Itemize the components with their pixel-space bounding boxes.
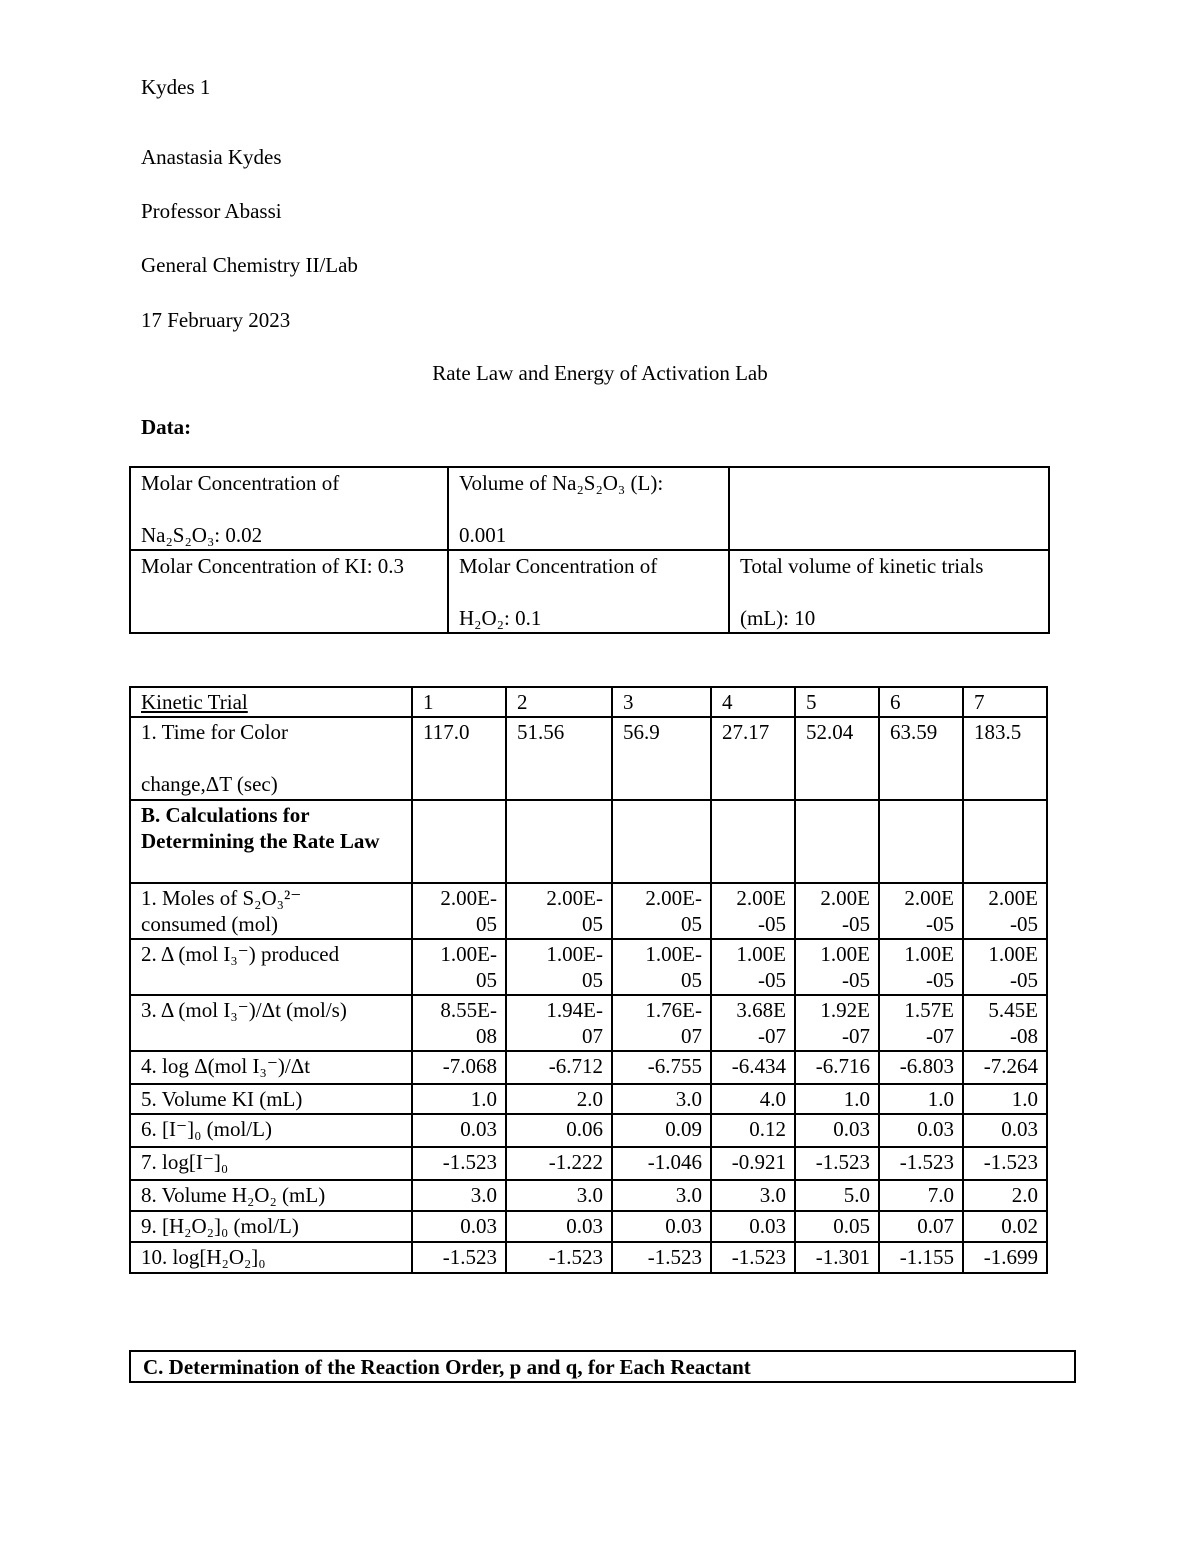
row-label: 4. log Δ(mol I₃⁻)/Δt xyxy=(130,1051,412,1084)
table-cell: -6.716 xyxy=(795,1051,879,1084)
table-cell xyxy=(612,800,711,883)
trial-number: 5 xyxy=(795,687,879,717)
table-cell: -1.523 xyxy=(412,1242,506,1273)
table-cell: 1.0 xyxy=(795,1084,879,1114)
table-cell: -1.046 xyxy=(612,1147,711,1180)
table-cell xyxy=(795,800,879,883)
table-cell: -7.068 xyxy=(412,1051,506,1084)
data-heading: Data: xyxy=(141,415,192,439)
table-cell: 0.02 xyxy=(963,1211,1047,1242)
cell-value: 0.001 xyxy=(459,523,507,547)
table-cell: 5.0 xyxy=(795,1180,879,1211)
section-b-row xyxy=(130,800,1047,883)
table-cell: -1.301 xyxy=(795,1242,879,1273)
table-row xyxy=(130,1084,1047,1114)
cell-value-line: 07 xyxy=(681,1024,702,1048)
table-cell xyxy=(963,939,1047,995)
cell-value-line: -05 xyxy=(842,912,870,936)
cell-value-line: 1.00E xyxy=(736,942,786,966)
student-name: Anastasia Kydes xyxy=(141,145,282,169)
cell-value-line: -05 xyxy=(842,968,870,992)
table-cell: 1.0 xyxy=(412,1084,506,1114)
cell-value-line: 05 xyxy=(582,912,603,936)
table-cell: 56.9 xyxy=(612,717,711,800)
row-label: 5. Volume KI (mL) xyxy=(130,1084,412,1114)
table-cell: -7.264 xyxy=(963,1051,1047,1084)
cell-value-line: 1.00E xyxy=(904,942,954,966)
table-cell xyxy=(412,939,506,995)
cell-value-line: 2.00E- xyxy=(546,886,603,910)
chem-formula: Na₂S₂O₃ xyxy=(551,471,626,495)
table-row xyxy=(130,883,1047,939)
chem-formula: Na₂S₂O₃ xyxy=(141,523,215,547)
table-cell: 2.0 xyxy=(506,1084,612,1114)
table-cell xyxy=(130,467,448,550)
table-cell xyxy=(729,467,1049,550)
cell-value-line: -05 xyxy=(926,968,954,992)
table-cell xyxy=(963,800,1047,883)
table-cell: 183.5 xyxy=(963,717,1047,800)
table-cell xyxy=(448,550,729,633)
cell-value-line: -05 xyxy=(1010,912,1038,936)
cell-value-line: -07 xyxy=(758,1024,786,1048)
trial-number: 4 xyxy=(711,687,795,717)
chem-formula: H₂O₂ xyxy=(459,606,504,630)
table-cell xyxy=(795,939,879,995)
cell-value-line: 1.92E xyxy=(820,998,870,1022)
table-header-row xyxy=(130,687,1047,717)
cell-value-line: -05 xyxy=(926,912,954,936)
table-cell: 4.0 xyxy=(711,1084,795,1114)
table-cell: -6.434 xyxy=(711,1051,795,1084)
table-row xyxy=(130,717,1047,800)
row-label xyxy=(130,883,412,939)
professor-name: Professor Abassi xyxy=(141,199,282,223)
table-cell xyxy=(879,800,963,883)
table-cell: 3.0 xyxy=(412,1180,506,1211)
cell-value-line: 3.68E xyxy=(736,998,786,1022)
table-cell: 0.05 xyxy=(795,1211,879,1242)
table-row xyxy=(130,1051,1047,1084)
cell-value-line: 1.00E xyxy=(988,942,1038,966)
course-name: General Chemistry II/Lab xyxy=(141,253,358,277)
trial-number: 2 xyxy=(506,687,612,717)
kinetic-trials-table xyxy=(129,686,1048,1274)
table-cell: 0.03 xyxy=(612,1211,711,1242)
table-cell: 0.03 xyxy=(795,1114,879,1147)
cell-value-line: 08 xyxy=(476,1024,497,1048)
cell-value: : 0.1 xyxy=(503,606,542,630)
table-cell: 0.03 xyxy=(506,1211,612,1242)
table-cell: 0.09 xyxy=(612,1114,711,1147)
table-cell: -1.222 xyxy=(506,1147,612,1180)
section-c-heading: C. Determination of the Reaction Order, p and q, for Each Reactant xyxy=(129,1350,1076,1383)
cell-text: (L): xyxy=(625,471,664,495)
cell-text: Molar Concentration of KI: 0.3 xyxy=(141,554,405,578)
cell-value-line: 1.76E- xyxy=(645,998,702,1022)
table-cell xyxy=(963,883,1047,939)
cell-value-line: 05 xyxy=(681,912,702,936)
table-cell: 0.03 xyxy=(963,1114,1047,1147)
table-cell xyxy=(711,800,795,883)
table-cell: -1.523 xyxy=(506,1242,612,1273)
table-cell: 51.56 xyxy=(506,717,612,800)
cell-value-line: 5.45E xyxy=(988,998,1038,1022)
table-row xyxy=(130,550,1049,633)
cell-value-line: 05 xyxy=(476,968,497,992)
row-label: 8. Volume H₂O₂ (mL) xyxy=(130,1180,412,1211)
trial-number: 1 xyxy=(412,687,506,717)
page-header: Kydes 1 xyxy=(141,75,211,99)
table-cell: -1.523 xyxy=(879,1147,963,1180)
table-row xyxy=(130,1211,1047,1242)
cell-text: Molar Concentration of xyxy=(141,471,340,495)
table-cell: -6.755 xyxy=(612,1051,711,1084)
chem-formula: S₂O₃²⁻ xyxy=(242,886,302,910)
cell-value-line: -05 xyxy=(758,968,786,992)
cell-value-line: 8.55E- xyxy=(440,998,497,1022)
table-cell: -1.523 xyxy=(963,1147,1047,1180)
table-cell: 3.0 xyxy=(612,1180,711,1211)
table-row xyxy=(130,939,1047,995)
table-cell: 117.0 xyxy=(412,717,506,800)
row-label: 10. log[H₂O₂]₀ xyxy=(130,1242,412,1273)
table-cell xyxy=(963,995,1047,1051)
cell-text: Total volume of kinetic trials xyxy=(740,554,984,578)
table-cell: -1.523 xyxy=(412,1147,506,1180)
table-cell xyxy=(711,939,795,995)
table-row xyxy=(130,1114,1047,1147)
table-cell: 7.0 xyxy=(879,1180,963,1211)
table-cell xyxy=(130,550,448,633)
table-cell: 1.0 xyxy=(879,1084,963,1114)
cell-value-line: 1.00E- xyxy=(546,942,603,966)
row-label: 9. [H₂O₂]₀ (mol/L) xyxy=(130,1211,412,1242)
table-cell: 3.0 xyxy=(506,1180,612,1211)
table-cell xyxy=(711,995,795,1051)
row-label: 3. Δ (mol I₃⁻)/Δt (mol/s) xyxy=(130,995,412,1051)
trial-number: 3 xyxy=(612,687,711,717)
cell-value-line: 05 xyxy=(681,968,702,992)
row-label: 2. Δ (mol I₃⁻) produced xyxy=(130,939,412,995)
constants-table xyxy=(129,466,1050,634)
cell-value-line: -05 xyxy=(1010,968,1038,992)
table-row xyxy=(130,1147,1047,1180)
row-label xyxy=(130,717,412,800)
row-label-line: consumed (mol) xyxy=(141,912,279,936)
table-cell: -6.803 xyxy=(879,1051,963,1084)
table-row xyxy=(130,1180,1047,1211)
table-cell xyxy=(448,467,729,550)
table-cell xyxy=(879,939,963,995)
table-cell: 0.03 xyxy=(412,1114,506,1147)
cell-value-line: 1.57E xyxy=(904,998,954,1022)
table-cell xyxy=(879,883,963,939)
table-cell: 0.06 xyxy=(506,1114,612,1147)
cell-value-line: 1.00E- xyxy=(440,942,497,966)
table-cell xyxy=(506,939,612,995)
cell-value-line: 05 xyxy=(582,968,603,992)
table-cell: 0.12 xyxy=(711,1114,795,1147)
cell-value: : 0.02 xyxy=(214,523,263,547)
cell-value-line: 1.00E xyxy=(820,942,870,966)
cell-value-line: 2.00E- xyxy=(645,886,702,910)
table-cell: -1.523 xyxy=(795,1147,879,1180)
table-cell xyxy=(795,883,879,939)
table-cell xyxy=(412,800,506,883)
table-cell: 3.0 xyxy=(612,1084,711,1114)
table-row xyxy=(130,995,1047,1051)
table-row xyxy=(130,1242,1047,1273)
cell-value-line: 2.00E xyxy=(904,886,954,910)
table-cell xyxy=(506,883,612,939)
table-cell: 2.0 xyxy=(963,1180,1047,1211)
cell-value-line: 07 xyxy=(582,1024,603,1048)
cell-value-line: 2.00E- xyxy=(440,886,497,910)
cell-value-line: 2.00E xyxy=(988,886,1038,910)
table-cell: 1.0 xyxy=(963,1084,1047,1114)
table-cell xyxy=(612,883,711,939)
cell-value-line: -08 xyxy=(1010,1024,1038,1048)
report-date: 17 February 2023 xyxy=(141,308,291,332)
table-cell: 63.59 xyxy=(879,717,963,800)
table-cell xyxy=(412,883,506,939)
table-cell xyxy=(612,939,711,995)
cell-text: Molar Concentration of xyxy=(459,554,658,578)
row-label-line: change,ΔT (sec) xyxy=(141,772,278,796)
table-cell: 0.03 xyxy=(879,1114,963,1147)
cell-value-line: 05 xyxy=(476,912,497,936)
row-label: 6. [I⁻]₀ (mol/L) xyxy=(130,1114,412,1147)
cell-value-line: 2.00E xyxy=(736,886,786,910)
table-cell xyxy=(612,995,711,1051)
row-label-line: 1. Time for Color xyxy=(141,720,289,744)
cell-value-line: 2.00E xyxy=(820,886,870,910)
table-cell xyxy=(506,800,612,883)
table-cell xyxy=(879,995,963,1051)
table-cell xyxy=(506,995,612,1051)
cell-text: Volume of xyxy=(459,471,552,495)
table-cell: 0.07 xyxy=(879,1211,963,1242)
table-cell: 27.17 xyxy=(711,717,795,800)
table-cell: -1.699 xyxy=(963,1242,1047,1273)
cell-value-line: -07 xyxy=(842,1024,870,1048)
trial-number: 6 xyxy=(879,687,963,717)
kinetic-trial-header: Kinetic Trial xyxy=(130,687,412,717)
table-cell: -1.523 xyxy=(711,1242,795,1273)
cell-value-line: -05 xyxy=(758,912,786,936)
table-cell: 0.03 xyxy=(711,1211,795,1242)
cell-value-line: 1.94E- xyxy=(546,998,603,1022)
cell-value-line: -07 xyxy=(926,1024,954,1048)
table-cell: 52.04 xyxy=(795,717,879,800)
table-cell: -1.155 xyxy=(879,1242,963,1273)
table-cell xyxy=(711,883,795,939)
cell-value: (mL): 10 xyxy=(740,606,816,630)
cell-value-line: 1.00E- xyxy=(645,942,702,966)
table-cell: 0.03 xyxy=(412,1211,506,1242)
table-cell xyxy=(412,995,506,1051)
section-b-label: B. Calculations for Determining the Rate Law xyxy=(130,800,412,883)
table-cell xyxy=(795,995,879,1051)
table-cell: -0.921 xyxy=(711,1147,795,1180)
report-title: Rate Law and Energy of Activation Lab xyxy=(432,361,768,385)
table-cell: 3.0 xyxy=(711,1180,795,1211)
row-label-line: 1. Moles of xyxy=(141,886,243,910)
table-cell xyxy=(729,550,1049,633)
row-label: 7. log[I⁻]₀ xyxy=(130,1147,412,1180)
table-row xyxy=(130,467,1049,550)
table-cell: -1.523 xyxy=(612,1242,711,1273)
trial-number: 7 xyxy=(963,687,1047,717)
table-cell: -6.712 xyxy=(506,1051,612,1084)
